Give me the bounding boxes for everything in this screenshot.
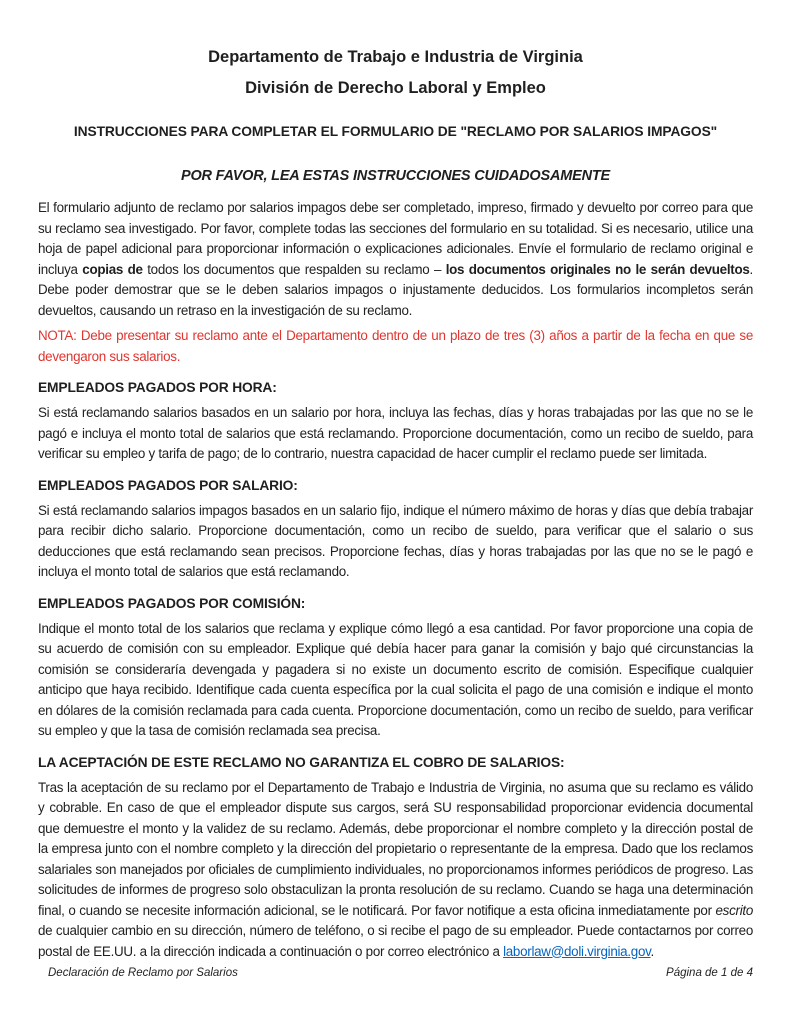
acceptance-text-3: . bbox=[650, 943, 654, 959]
acceptance-heading: LA ACEPTACIÓN DE ESTE RECLAMO NO GARANTIZA EL COBRO DE SALARIOS: bbox=[38, 754, 565, 770]
section-salary-body: Si está reclamando salarios impagos basados en un salario fijo, indique el número máximo de horas y días que debía trabajar para recibir dicho salario. Proporcione documentación, como un recibo de sueldo, para verificar que el salario o sus deducciones que está reclamando sean precisos. Proporcione fechas, días y horas trabajadas por las que no se le pagó e incluya el monto total de salarios que está reclamando. bbox=[38, 502, 753, 579]
section-commission-body: Indique el monto total de los salarios que reclama y explique cómo llegó a esa cantidad. Por favor proporcione una copia de su acuerdo de comisión con su empleador. Explique qué debía hacer para ganar la comisión y bajo qué circunstancias la comisión se consideraría devengada y pagadera si no existe un documento escrito de comisión. Especifique cualquier anticipo que haya recibido. Identifique cada cuenta específica por la cual solicita el pago de una comisión e indique el monto en dólares de la comisión reclamada para cada cuenta. Proporcione documentación, como un recibo de sueldo, para verificar su empleo y que la tasa de comisión reclamada sea precisa. bbox=[38, 620, 753, 738]
footer-page-number: Página de 1 de 4 bbox=[666, 967, 753, 979]
division-title: División de Derecho Laboral y Empleo bbox=[245, 79, 546, 97]
acceptance-body bbox=[38, 778, 753, 963]
email-link[interactable]: laborlaw@doli.virginia.gov bbox=[503, 943, 651, 959]
nota-warning: NOTA: Debe presentar su reclamo ante el Departamento dentro de un plazo de tres (3) años a partir de la fecha en que se devengaron sus salarios. bbox=[38, 328, 753, 364]
acceptance-italic-escrito: escrito bbox=[715, 902, 753, 918]
intro-paragraph bbox=[38, 198, 753, 321]
section-commission-heading: EMPLEADOS PAGADOS POR COMISIÓN: bbox=[38, 595, 306, 611]
acceptance-text-2: de cualquier cambio en su dirección, número de teléfono, o si recibe el pago de su empleador. Puede contactarnos por correo postal de EE.UU. a la dirección indicada a continuación o por correo electrónico a bbox=[38, 923, 753, 959]
section-hourly-body: Si está reclamando salarios basados en un salario por hora, incluya las fechas, días y horas trabajadas por las que no se le pagó e incluya el monto total de salarios que está reclamando. Proporcione documentación, como un recibo de sueldo, para verificar su empleo y tarifa de pago; de lo contrario, nuestra capacidad de hacer cumplir el reclamo puede ser limitada. bbox=[38, 405, 753, 461]
read-carefully-note: POR FAVOR, LEA ESTAS INSTRUCCIONES CUIDADOSAMENTE bbox=[181, 168, 610, 184]
instructions-heading: INSTRUCCIONES PARA COMPLETAR EL FORMULARIO DE "RECLAMO POR SALARIOS IMPAGOS" bbox=[73, 124, 718, 139]
intro-text-3: . Debe poder demostrar que se le deben salarios impagos o injustamente deducidos. Los formularios incompletos serán devueltos, causando un retraso en la investigación de su reclamo. bbox=[38, 261, 753, 318]
document-footer bbox=[38, 967, 753, 979]
document-body bbox=[38, 198, 753, 962]
dept-title: Departamento de Trabajo e Industria de Virginia bbox=[208, 48, 583, 66]
intro-text-2: todos los documentos que respalden su reclamo – bbox=[142, 261, 446, 277]
section-salary-heading: EMPLEADOS PAGADOS POR SALARIO: bbox=[38, 477, 298, 493]
intro-bold-originals: los documentos originales no le serán devueltos bbox=[445, 261, 750, 277]
intro-text-1: El formulario adjunto de reclamo por salarios impagos debe ser completado, impreso, firmado y devuelto por correo para que su reclamo sea investigado. Por favor, complete todas las secciones del formulario en su totalidad. Si es necesario, utilice una hoja de papel adicional para proporcionar información o explicaciones adicionales. Envíe el formulario de reclamo original e incluya bbox=[38, 200, 753, 277]
document-header bbox=[38, 42, 753, 184]
footer-doc-title: Declaración de Reclamo por Salarios bbox=[48, 967, 238, 979]
acceptance-text-1: Tras la aceptación de su reclamo por el Departamento de Trabajo e Industria de Virginia, no asuma que su reclamo es válido y cobrable. En caso de que el empleador dispute sus cargos, será SU responsabilidad proporcionar evidencia documental que demuestre el monto y la validez de su reclamo. Además, debe proporcionar el nombre completo y la dirección postal de la empresa junto con el nombre completo y la dirección del propietario o representante de la empresa. Dado que los reclamos salariales son manejados por oficiales de cumplimiento individuales, no proporcionamos informes periódicos de progreso. Las solicitudes de informes de progreso solo obstaculizan la pronta resolución de su reclamo. Cuando se haga una determinación final, o cuando se necesite información adicional, se le notificará. Por favor notifique a esta oficina inmediatamente por bbox=[38, 779, 753, 918]
intro-bold-copies: copias de bbox=[82, 261, 143, 277]
section-hourly-heading: EMPLEADOS PAGADOS POR HORA: bbox=[38, 380, 277, 395]
